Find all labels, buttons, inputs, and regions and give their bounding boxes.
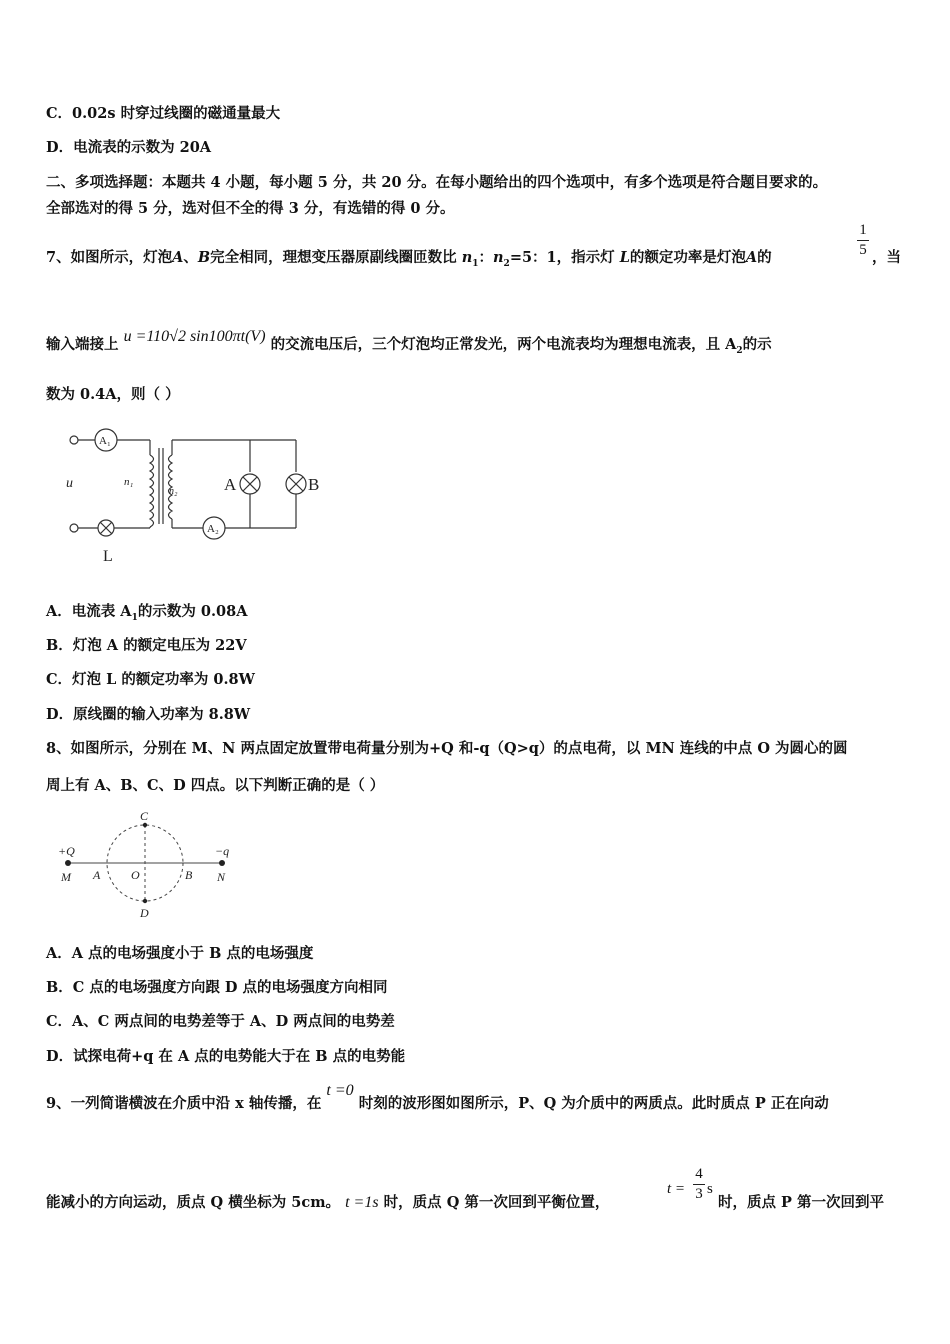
q7-fig-label-n2: n₂ xyxy=(169,486,178,497)
q7-option-d: D．原线圈的输入功率为 8.8W xyxy=(46,706,251,723)
q7-voltage-formula: u =110√2 sin100πt(V) xyxy=(123,328,266,345)
q7-fig-label-l: L xyxy=(103,548,113,565)
q8-charge-circle-diagram xyxy=(55,808,255,923)
q7-fig-label-lamp-b: B xyxy=(308,475,320,494)
q8-point-d xyxy=(143,899,147,903)
q6-option-d: D．电流表的示数为 20A xyxy=(46,139,212,156)
q7-option-b: B．灯泡 A 的额定电压为 22V xyxy=(46,637,247,654)
q8-fig-label-m: M xyxy=(61,870,71,884)
q8-fig-label-d: D xyxy=(140,906,149,920)
section2-heading-line1: 二、多项选择题：本题共 4 小题，每小题 5 分，共 20 分。在每小题给出的四个选项中，有多个选项是符合题目要求的。 xyxy=(46,174,828,191)
q7-fraction: 1 5 xyxy=(857,222,869,259)
q7-fig-label-u: u xyxy=(66,476,73,491)
q8-fig-label-b: B xyxy=(185,868,193,882)
q8-fig-label-plus-q: +Q xyxy=(58,844,75,858)
q9-stem-line1: 9、一列简谐横波在介质中沿 x 轴传播，在 t =0 时刻的波形图如图所示，P、Q 为介质中的两质点。此时质点 P 正在向动 xyxy=(46,1082,829,1112)
section2-heading-line2: 全部选对的得 5 分，选对但不全的得 3 分，有选错的得 0 分。 xyxy=(46,200,455,217)
q7-stem-line3: 数为 0.4A，则（ ） xyxy=(46,386,180,403)
q8-fig-label-c: C xyxy=(140,809,149,823)
q7-stem-line1: 7、如图所示，灯泡A、B完全相同，理想变压器原副线圈匝数比 $n_1$：$n_2=5$：1，指示灯 L的额定功率是灯泡A的 xyxy=(46,249,772,269)
q7-option-c: C．灯泡 L 的额定功率为 0.8W xyxy=(46,671,255,688)
q7-stem-line2: 输入端接上 u =110√2 sin100πt(V) 的交流电压后，三个灯泡均正常发光，两个电流表均为理想电流表，且 $A_2$的示 xyxy=(46,328,772,356)
q9-stem-line2-tail: 时，质点 P 第一次回到平 xyxy=(718,1194,884,1211)
q7-fig-label-a2: A₂ xyxy=(207,523,219,535)
q8-option-d: D．试探电荷+q 在 A 点的电势能大于在 B 点的电势能 xyxy=(46,1048,406,1065)
q8-charge-minus-q xyxy=(219,860,225,866)
q7-stem-tail: ，当 xyxy=(872,249,901,266)
q7-transformer-circuit-diagram xyxy=(58,420,358,570)
q8-option-a: A．A 点的电场强度小于 B 点的电场强度 xyxy=(46,945,314,962)
q8-option-c: C．A、C 两点间的电势差等于 A、D 两点间的电势差 xyxy=(46,1013,395,1030)
q8-point-c xyxy=(143,823,147,827)
q8-fig-label-a: A xyxy=(93,868,101,882)
q6-option-c: C．0.02s 时穿过线圈的磁通量最大 xyxy=(46,105,281,122)
q7-option-a: A．电流表 $A_1$的示数为 0.08A xyxy=(46,603,248,623)
q7-fig-label-a1: A₁ xyxy=(99,435,111,447)
q8-fig-label-n: N xyxy=(217,870,226,884)
q8-stem-line2: 周上有 A、B、C、D 四点。以下判断正确的是（ ） xyxy=(46,777,385,794)
q8-fig-label-minus-q: −q xyxy=(215,844,230,858)
q8-option-b: B．C 点的电场强度方向跟 D 点的电场强度方向相同 xyxy=(46,979,388,996)
q9-time-zero: t =0 xyxy=(326,1082,354,1099)
q7-fig-label-lamp-a: A xyxy=(224,475,237,494)
q8-stem-line1: 8、如图所示，分别在 M、N 两点固定放置带电荷量分别为+Q 和-q（Q>q）的点电荷，以 MN 连线的中点 O 为圆心的圆 xyxy=(46,740,848,757)
q8-charge-plus-q xyxy=(65,860,71,866)
q7-fig-label-n1: n₁ xyxy=(124,476,134,488)
q9-stem-line2: 能减小的方向运动，质点 Q 横坐标为 5cm。 t =1s 时，质点 Q 第一次回到平衡位置， xyxy=(46,1194,610,1211)
q9-time-one: t =1s xyxy=(345,1194,379,1211)
q8-fig-label-o: O xyxy=(131,868,140,882)
